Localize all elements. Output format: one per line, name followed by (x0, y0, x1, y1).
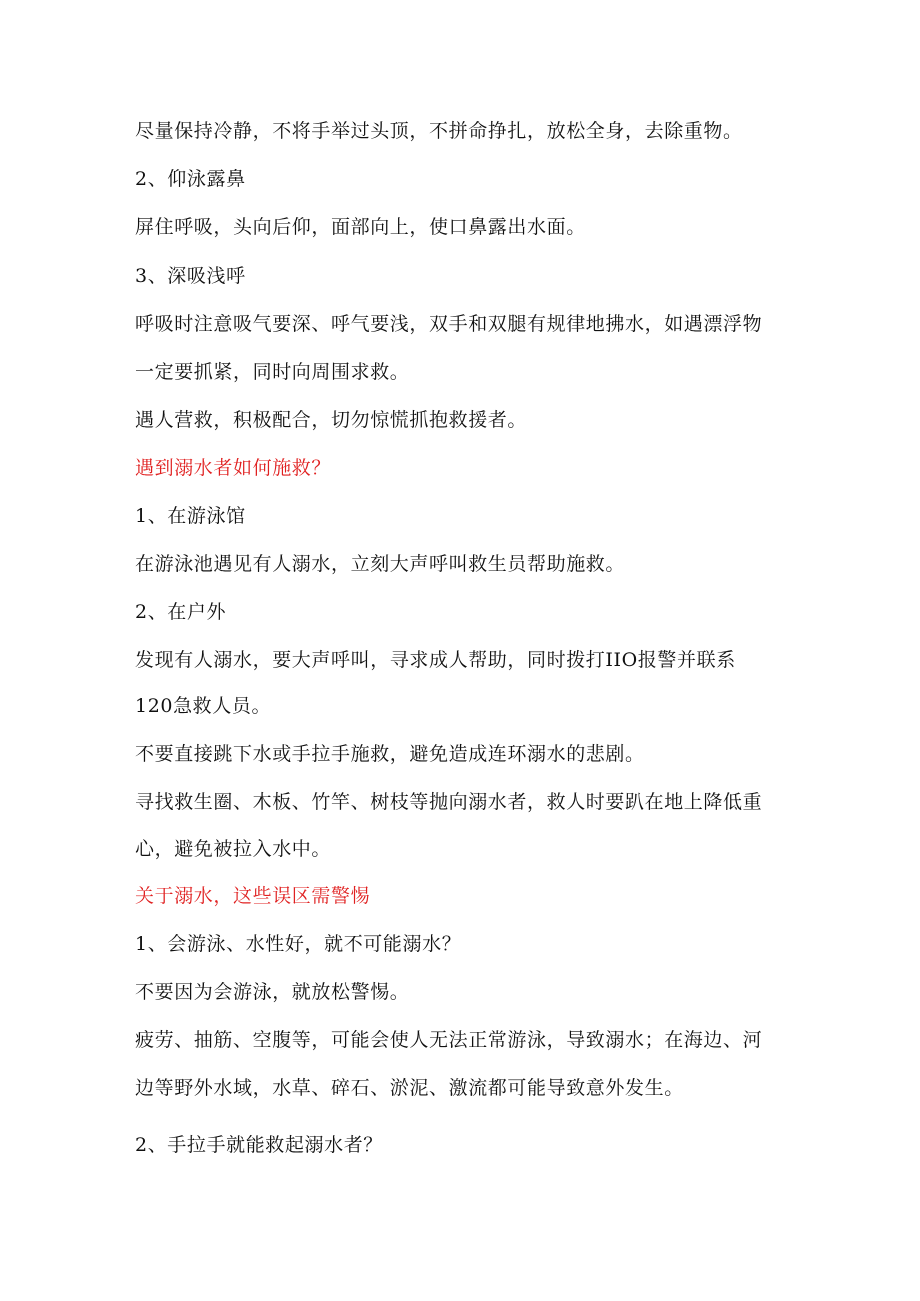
section-heading: 2、在户外 (135, 601, 227, 623)
body-text: 一定要抓紧，同时向周围求救。 (135, 361, 410, 383)
body-text: 边等野外水域，水草、碎石、淤泥、激流都可能导致意外发生。 (135, 1077, 684, 1099)
red-heading: 关于溺水，这些误区需警惕 (135, 885, 371, 907)
body-text: 120急救人员。 (135, 695, 272, 717)
body-text: 呼吸时注意吸气要深、呼气要浅，双手和双腿有规律地拂水，如遇漂浮物 (135, 313, 763, 335)
body-text: 疲劳、抽筋、空腹等，可能会使人无法正常游泳，导致溺水；在海边、河 (135, 1029, 763, 1051)
red-heading: 遇到溺水者如何施救？ (135, 457, 332, 479)
body-text: 不要因为会游泳，就放松警惕。 (135, 981, 410, 1003)
section-heading: 3、深吸浅呼 (135, 265, 246, 287)
body-text: 在游泳池遇见有人溺水，立刻大声呼叫救生员帮助施救。 (135, 553, 626, 575)
section-heading: 2、仰泳露鼻 (135, 168, 246, 190)
body-text: 心，避免被拉入水中。 (135, 838, 332, 860)
body-text: 不要直接跳下水或手拉手施救，避免造成连环溺水的悲剧。 (135, 743, 645, 765)
body-text: 尽量保持冷静，不将手举过头顶，不拼命挣扎，放松全身，去除重物。 (135, 120, 743, 142)
section-heading: 1、会游泳、水性好，就不可能溺水？ (135, 933, 462, 955)
body-text: 寻找救生圈、木板、竹竿、树枝等抛向溺水者，救人时要趴在地上降低重 (135, 791, 763, 813)
body-text: 发现有人溺水，要大声呼叫，寻求成人帮助，同时拨打IIO报警并联系 (135, 649, 736, 671)
body-text: 遇人营救，积极配合，切勿惊慌抓抱救援者。 (135, 409, 528, 431)
section-heading: 2、手拉手就能救起溺水者？ (135, 1134, 383, 1156)
section-heading: 1、在游泳馆 (135, 505, 246, 527)
body-text: 屏住呼吸，头向后仰，面部向上，使口鼻露出水面。 (135, 216, 586, 238)
